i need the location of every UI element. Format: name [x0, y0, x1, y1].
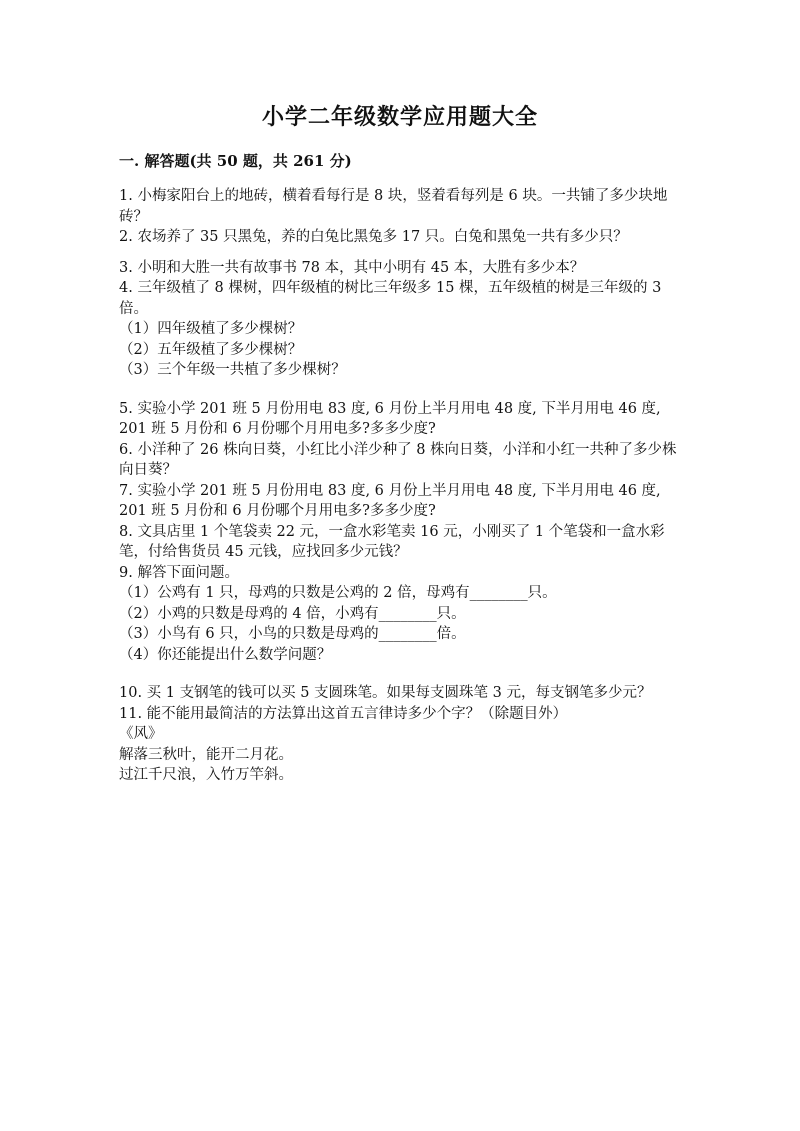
question-11: 11. 能不能用最简洁的方法算出这首五言律诗多少个字？（除题目外）	[119, 705, 568, 722]
question-5: 5. 实验小学 201 班 5 月份用电 83 度, 6 月份上半月用电 48 度, 下半月用电 46 度, 201 班 5 月份和 6 月份哪个月用电多?多多少度?	[119, 400, 661, 437]
question-10: 10. 买 1 支钢笔的钱可以买 5 支圆珠笔。如果每支圆珠笔 3 元，每支钢笔多少元？	[119, 685, 652, 701]
page-title: 小学二年级数学应用题大全	[261, 104, 538, 130]
question-9-part-3: （3）小鸟有 6 只，小鸟的只数是母鸡的________倍。	[119, 626, 466, 642]
poem-title: 《风》	[119, 726, 163, 742]
question-8: 8. 文具店里 1 个笔袋卖 22 元，一盒水彩笔卖 16 元，小刚买了 1 个笔袋和一盒水彩笔，付给售货员 45 元钱，应找回多少元钱？	[119, 523, 665, 560]
question-7: 7. 实验小学 201 班 5 月份用电 83 度, 6 月份上半月用电 48 度, 下半月用电 46 度, 201 班 5 月份和 6 月份哪个月用电多?多多少度?	[119, 482, 661, 519]
question-2: 2. 农场养了 35 只黑兔，养的白兔比黑兔多 17 只。白兔和黑兔一共有多少只？	[119, 229, 628, 245]
poem-line-2: 过江千尺浪，入竹万竿斜。	[119, 767, 293, 783]
question-4: 4. 三年级植了 8 棵树，四年级植的树比三年级多 15 棵，五年级植的树是三年级的 3 倍。	[119, 280, 662, 317]
question-1: 1. 小梅家阳台上的地砖，横着看每行是 8 块，竖着看每列是 6 块。一共铺了多少块地砖？	[119, 188, 668, 225]
poem-line-1: 解落三秋叶，能开二月花。	[119, 746, 293, 763]
question-9-part-1: （1）公鸡有 1 只，母鸡的只数是公鸡的 2 倍，母鸡有________只。	[119, 585, 557, 601]
question-9-part-2: （2）小鸡的只数是母鸡的 4 倍，小鸡有________只。	[119, 605, 466, 622]
question-9: 9. 解答下面问题。	[119, 564, 239, 581]
section-heading: 一. 解答题(共 50 题，共 261 分)	[119, 152, 352, 170]
question-3: 3. 小明和大胜一共有故事书 78 本，其中小明有 45 本，大胜有多少本？	[119, 259, 585, 276]
question-4-part-1: （1）四年级植了多少棵树？	[119, 321, 303, 337]
question-9-part-4: （4）你还能提出什么数学问题？	[119, 646, 332, 663]
question-4-part-2: （2）五年级植了多少棵树？	[119, 341, 303, 358]
question-4-part-3: （3）三个年级一共植了多少棵树？	[119, 362, 346, 378]
question-list	[119, 186, 679, 786]
question-6: 6. 小洋种了 26 株向日葵，小红比小洋少种了 8 株向日葵，小洋和小红一共种了多少株向日葵？	[119, 441, 677, 478]
